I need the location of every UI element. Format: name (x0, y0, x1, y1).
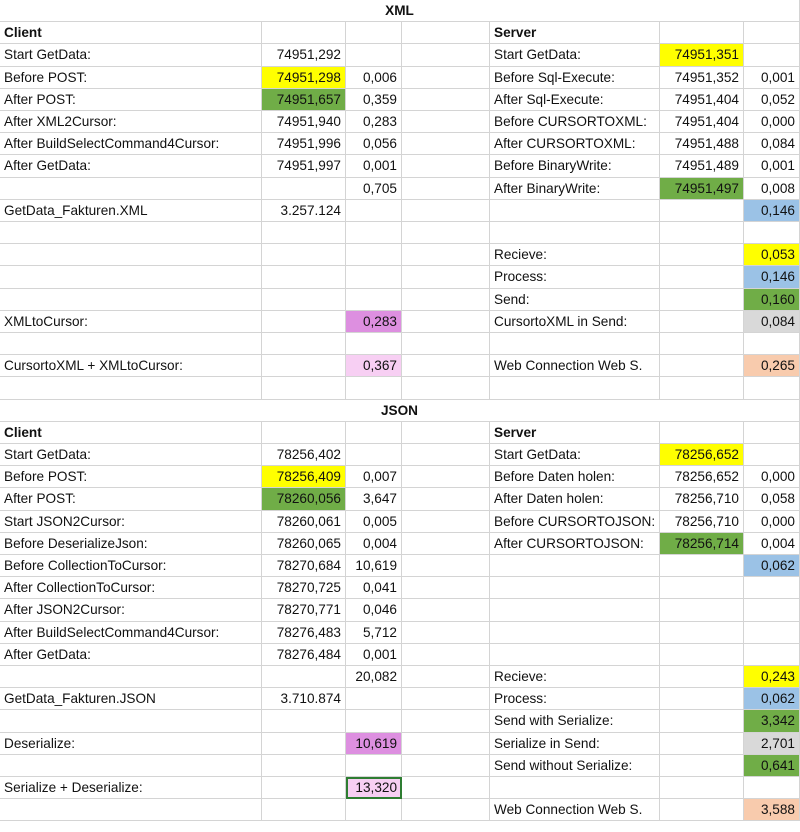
empty-cell[interactable] (402, 89, 490, 111)
value-cell[interactable]: 13,320 (346, 777, 402, 799)
empty-cell[interactable] (0, 755, 262, 777)
value-cell[interactable]: 0,005 (346, 511, 402, 533)
empty-cell[interactable] (490, 644, 660, 666)
empty-cell[interactable] (262, 333, 346, 355)
empty-cell[interactable] (402, 244, 490, 266)
label-cell[interactable]: After POST: (0, 89, 262, 111)
empty-cell[interactable] (346, 755, 402, 777)
value-cell[interactable]: 3.257.124 (262, 200, 346, 222)
empty-cell[interactable] (262, 289, 346, 311)
label-cell[interactable]: Web Connection Web S. (490, 799, 660, 821)
empty-cell[interactable] (346, 44, 402, 66)
empty-cell[interactable] (402, 377, 490, 399)
empty-cell[interactable] (660, 733, 744, 755)
empty-cell[interactable] (744, 377, 800, 399)
empty-cell[interactable] (490, 377, 660, 399)
empty-cell[interactable] (402, 644, 490, 666)
value-cell[interactable]: 78270,771 (262, 599, 346, 621)
empty-cell[interactable] (660, 777, 744, 799)
label-cell[interactable]: Serialize + Deserialize: (0, 777, 262, 799)
empty-cell[interactable] (744, 44, 800, 66)
value-cell[interactable]: 74951,351 (660, 44, 744, 66)
label-cell[interactable]: After BuildSelectCommand4Cursor: (0, 622, 262, 644)
value-cell[interactable]: 0,004 (744, 533, 800, 555)
empty-cell[interactable] (346, 710, 402, 732)
value-cell[interactable]: 0,705 (346, 178, 402, 200)
empty-cell[interactable] (0, 377, 262, 399)
value-cell[interactable]: 3,647 (346, 488, 402, 510)
empty-cell[interactable] (0, 799, 262, 821)
label-cell[interactable]: Deserialize: (0, 733, 262, 755)
value-cell[interactable]: 74951,497 (660, 178, 744, 200)
label-cell[interactable]: After XML2Cursor: (0, 111, 262, 133)
value-cell[interactable]: 3,342 (744, 710, 800, 732)
empty-cell[interactable] (490, 599, 660, 621)
value-cell[interactable]: 78270,684 (262, 555, 346, 577)
label-cell[interactable]: Send with Serialize: (490, 710, 660, 732)
empty-cell[interactable] (744, 577, 800, 599)
cell-f[interactable] (660, 22, 744, 44)
value-cell[interactable]: 0,001 (744, 155, 800, 177)
value-cell[interactable]: 0,001 (346, 644, 402, 666)
label-cell[interactable]: Serialize in Send: (490, 733, 660, 755)
cell-d[interactable] (402, 22, 490, 44)
label-cell[interactable]: Before CollectionToCursor: (0, 555, 262, 577)
value-cell[interactable]: 0,359 (346, 89, 402, 111)
value-cell[interactable]: 5,712 (346, 622, 402, 644)
empty-cell[interactable] (402, 222, 490, 244)
value-cell[interactable]: 10,619 (346, 733, 402, 755)
value-cell[interactable]: 0,006 (346, 67, 402, 89)
empty-cell[interactable] (262, 799, 346, 821)
empty-cell[interactable] (402, 311, 490, 333)
empty-cell[interactable] (490, 577, 660, 599)
value-cell[interactable]: 78256,402 (262, 444, 346, 466)
empty-cell[interactable] (346, 289, 402, 311)
cell-b[interactable] (262, 422, 346, 444)
empty-cell[interactable] (402, 710, 490, 732)
empty-cell[interactable] (660, 622, 744, 644)
value-cell[interactable]: 0,008 (744, 178, 800, 200)
empty-cell[interactable] (262, 222, 346, 244)
empty-cell[interactable] (660, 555, 744, 577)
value-cell[interactable]: 78260,061 (262, 511, 346, 533)
label-cell[interactable]: Start GetData: (490, 444, 660, 466)
empty-cell[interactable] (402, 733, 490, 755)
value-cell[interactable]: 78256,714 (660, 533, 744, 555)
empty-cell[interactable] (346, 222, 402, 244)
value-cell[interactable]: 0,001 (346, 155, 402, 177)
empty-cell[interactable] (0, 710, 262, 732)
label-cell[interactable]: XMLtoCursor: (0, 311, 262, 333)
empty-cell[interactable] (490, 333, 660, 355)
empty-cell[interactable] (744, 333, 800, 355)
empty-cell[interactable] (660, 377, 744, 399)
value-cell[interactable]: 78260,065 (262, 533, 346, 555)
empty-cell[interactable] (402, 44, 490, 66)
value-cell[interactable]: 0,283 (346, 311, 402, 333)
empty-cell[interactable] (0, 666, 262, 688)
empty-cell[interactable] (262, 355, 346, 377)
empty-cell[interactable] (660, 644, 744, 666)
label-cell[interactable]: Before POST: (0, 466, 262, 488)
value-cell[interactable]: 0,084 (744, 311, 800, 333)
empty-cell[interactable] (346, 688, 402, 710)
cell-b[interactable] (262, 22, 346, 44)
cell-g[interactable] (744, 22, 800, 44)
value-cell[interactable]: 0,062 (744, 688, 800, 710)
label-cell[interactable]: Before CURSORTOXML: (490, 111, 660, 133)
label-cell[interactable]: Send: (490, 289, 660, 311)
empty-cell[interactable] (402, 178, 490, 200)
empty-cell[interactable] (660, 710, 744, 732)
value-cell[interactable]: 0,007 (346, 466, 402, 488)
value-cell[interactable]: 78276,483 (262, 622, 346, 644)
label-cell[interactable]: After BinaryWrite: (490, 178, 660, 200)
empty-cell[interactable] (262, 178, 346, 200)
value-cell[interactable]: 74951,404 (660, 111, 744, 133)
label-cell[interactable]: Before DeserializeJson: (0, 533, 262, 555)
value-cell[interactable]: 78256,652 (660, 466, 744, 488)
empty-cell[interactable] (346, 266, 402, 288)
empty-cell[interactable] (262, 777, 346, 799)
empty-cell[interactable] (402, 577, 490, 599)
server-header[interactable]: Server (490, 22, 660, 44)
value-cell[interactable]: 74951,657 (262, 89, 346, 111)
empty-cell[interactable] (0, 333, 262, 355)
empty-cell[interactable] (262, 377, 346, 399)
label-cell[interactable]: After POST: (0, 488, 262, 510)
value-cell[interactable]: 0,265 (744, 355, 800, 377)
label-cell[interactable]: Before POST: (0, 67, 262, 89)
label-cell[interactable]: Recieve: (490, 244, 660, 266)
value-cell[interactable]: 74951,404 (660, 89, 744, 111)
empty-cell[interactable] (402, 289, 490, 311)
label-cell[interactable]: Web Connection Web S. (490, 355, 660, 377)
value-cell[interactable]: 74951,298 (262, 67, 346, 89)
empty-cell[interactable] (402, 622, 490, 644)
value-cell[interactable]: 20,082 (346, 666, 402, 688)
json-section-title[interactable]: JSON (0, 400, 800, 422)
value-cell[interactable]: 0,052 (744, 89, 800, 111)
label-cell[interactable]: After GetData: (0, 155, 262, 177)
empty-cell[interactable] (744, 599, 800, 621)
empty-cell[interactable] (0, 244, 262, 266)
client-header[interactable]: Client (0, 422, 262, 444)
value-cell[interactable]: 78256,710 (660, 511, 744, 533)
value-cell[interactable]: 74951,488 (660, 133, 744, 155)
empty-cell[interactable] (660, 266, 744, 288)
value-cell[interactable]: 74951,489 (660, 155, 744, 177)
label-cell[interactable]: After Daten holen: (490, 488, 660, 510)
empty-cell[interactable] (402, 533, 490, 555)
empty-cell[interactable] (262, 755, 346, 777)
empty-cell[interactable] (402, 333, 490, 355)
empty-cell[interactable] (660, 599, 744, 621)
cell-d[interactable] (402, 422, 490, 444)
cell-g[interactable] (744, 422, 800, 444)
empty-cell[interactable] (490, 222, 660, 244)
label-cell[interactable]: Start JSON2Cursor: (0, 511, 262, 533)
empty-cell[interactable] (402, 266, 490, 288)
value-cell[interactable]: 0,000 (744, 466, 800, 488)
empty-cell[interactable] (346, 333, 402, 355)
value-cell[interactable]: 0,000 (744, 111, 800, 133)
empty-cell[interactable] (744, 777, 800, 799)
value-cell[interactable]: 3.710.874 (262, 688, 346, 710)
value-cell[interactable]: 78276,484 (262, 644, 346, 666)
empty-cell[interactable] (490, 200, 660, 222)
empty-cell[interactable] (262, 733, 346, 755)
empty-cell[interactable] (262, 710, 346, 732)
label-cell[interactable]: After Sql-Execute: (490, 89, 660, 111)
empty-cell[interactable] (402, 133, 490, 155)
value-cell[interactable]: 0,056 (346, 133, 402, 155)
xml-section-title[interactable]: XML (0, 0, 800, 22)
empty-cell[interactable] (0, 222, 262, 244)
value-cell[interactable]: 3,588 (744, 799, 800, 821)
empty-cell[interactable] (490, 622, 660, 644)
label-cell[interactable]: Before Sql-Execute: (490, 67, 660, 89)
empty-cell[interactable] (660, 355, 744, 377)
empty-cell[interactable] (490, 777, 660, 799)
empty-cell[interactable] (660, 333, 744, 355)
value-cell[interactable]: 0,084 (744, 133, 800, 155)
label-cell[interactable]: After GetData: (0, 644, 262, 666)
empty-cell[interactable] (402, 799, 490, 821)
empty-cell[interactable] (402, 444, 490, 466)
empty-cell[interactable] (0, 266, 262, 288)
value-cell[interactable]: 78260,056 (262, 488, 346, 510)
value-cell[interactable]: 78256,409 (262, 466, 346, 488)
empty-cell[interactable] (346, 444, 402, 466)
value-cell[interactable]: 0,000 (744, 511, 800, 533)
value-cell[interactable]: 0,058 (744, 488, 800, 510)
label-cell[interactable]: After CURSORTOXML: (490, 133, 660, 155)
value-cell[interactable]: 0,004 (346, 533, 402, 555)
value-cell[interactable]: 0,160 (744, 289, 800, 311)
value-cell[interactable]: 0,641 (744, 755, 800, 777)
empty-cell[interactable] (0, 178, 262, 200)
label-cell[interactable]: Process: (490, 266, 660, 288)
empty-cell[interactable] (402, 488, 490, 510)
label-cell[interactable]: Before Daten holen: (490, 466, 660, 488)
label-cell[interactable]: GetData_Fakturen.JSON (0, 688, 262, 710)
empty-cell[interactable] (660, 666, 744, 688)
empty-cell[interactable] (660, 222, 744, 244)
label-cell[interactable]: Process: (490, 688, 660, 710)
label-cell[interactable]: After BuildSelectCommand4Cursor: (0, 133, 262, 155)
empty-cell[interactable] (660, 799, 744, 821)
value-cell[interactable]: 2,701 (744, 733, 800, 755)
value-cell[interactable]: 0,367 (346, 355, 402, 377)
label-cell[interactable]: After JSON2Cursor: (0, 599, 262, 621)
value-cell[interactable]: 0,046 (346, 599, 402, 621)
empty-cell[interactable] (262, 244, 346, 266)
label-cell[interactable]: Send without Serialize: (490, 755, 660, 777)
label-cell[interactable]: After CollectionToCursor: (0, 577, 262, 599)
empty-cell[interactable] (402, 67, 490, 89)
cell-c[interactable] (346, 422, 402, 444)
value-cell[interactable]: 0,146 (744, 266, 800, 288)
value-cell[interactable]: 0,062 (744, 555, 800, 577)
label-cell[interactable]: CursortoXML + XMLtoCursor: (0, 355, 262, 377)
value-cell[interactable]: 0,243 (744, 666, 800, 688)
cell-f[interactable] (660, 422, 744, 444)
label-cell[interactable]: Start GetData: (490, 44, 660, 66)
value-cell[interactable]: 0,041 (346, 577, 402, 599)
empty-cell[interactable] (402, 200, 490, 222)
label-cell[interactable]: Before BinaryWrite: (490, 155, 660, 177)
empty-cell[interactable] (660, 755, 744, 777)
value-cell[interactable]: 78256,710 (660, 488, 744, 510)
server-header[interactable]: Server (490, 422, 660, 444)
value-cell[interactable]: 78270,725 (262, 577, 346, 599)
empty-cell[interactable] (660, 200, 744, 222)
empty-cell[interactable] (660, 311, 744, 333)
empty-cell[interactable] (660, 289, 744, 311)
empty-cell[interactable] (402, 466, 490, 488)
value-cell[interactable]: 0,146 (744, 200, 800, 222)
label-cell[interactable]: Start GetData: (0, 444, 262, 466)
empty-cell[interactable] (346, 244, 402, 266)
cell-c[interactable] (346, 22, 402, 44)
label-cell[interactable]: Start GetData: (0, 44, 262, 66)
label-cell[interactable]: Before CURSORTOJSON: (490, 511, 660, 533)
value-cell[interactable]: 10,619 (346, 555, 402, 577)
empty-cell[interactable] (402, 666, 490, 688)
value-cell[interactable]: 74951,996 (262, 133, 346, 155)
empty-cell[interactable] (744, 644, 800, 666)
empty-cell[interactable] (346, 200, 402, 222)
value-cell[interactable]: 0,283 (346, 111, 402, 133)
empty-cell[interactable] (262, 666, 346, 688)
value-cell[interactable]: 0,053 (744, 244, 800, 266)
empty-cell[interactable] (490, 555, 660, 577)
empty-cell[interactable] (346, 377, 402, 399)
empty-cell[interactable] (402, 777, 490, 799)
value-cell[interactable]: 0,001 (744, 67, 800, 89)
label-cell[interactable]: CursortoXML in Send: (490, 311, 660, 333)
value-cell[interactable]: 74951,940 (262, 111, 346, 133)
value-cell[interactable]: 74951,352 (660, 67, 744, 89)
value-cell[interactable]: 74951,997 (262, 155, 346, 177)
label-cell[interactable]: GetData_Fakturen.XML (0, 200, 262, 222)
label-cell[interactable]: Recieve: (490, 666, 660, 688)
empty-cell[interactable] (402, 555, 490, 577)
empty-cell[interactable] (402, 111, 490, 133)
empty-cell[interactable] (660, 244, 744, 266)
empty-cell[interactable] (346, 799, 402, 821)
value-cell[interactable]: 74951,292 (262, 44, 346, 66)
label-cell[interactable]: After CURSORTOJSON: (490, 533, 660, 555)
empty-cell[interactable] (402, 755, 490, 777)
value-cell[interactable]: 78256,652 (660, 444, 744, 466)
empty-cell[interactable] (744, 444, 800, 466)
empty-cell[interactable] (402, 155, 490, 177)
empty-cell[interactable] (262, 311, 346, 333)
empty-cell[interactable] (744, 222, 800, 244)
empty-cell[interactable] (660, 688, 744, 710)
empty-cell[interactable] (0, 289, 262, 311)
empty-cell[interactable] (744, 622, 800, 644)
empty-cell[interactable] (402, 511, 490, 533)
client-header[interactable]: Client (0, 22, 262, 44)
empty-cell[interactable] (262, 266, 346, 288)
empty-cell[interactable] (402, 355, 490, 377)
empty-cell[interactable] (660, 577, 744, 599)
empty-cell[interactable] (402, 599, 490, 621)
empty-cell[interactable] (402, 688, 490, 710)
